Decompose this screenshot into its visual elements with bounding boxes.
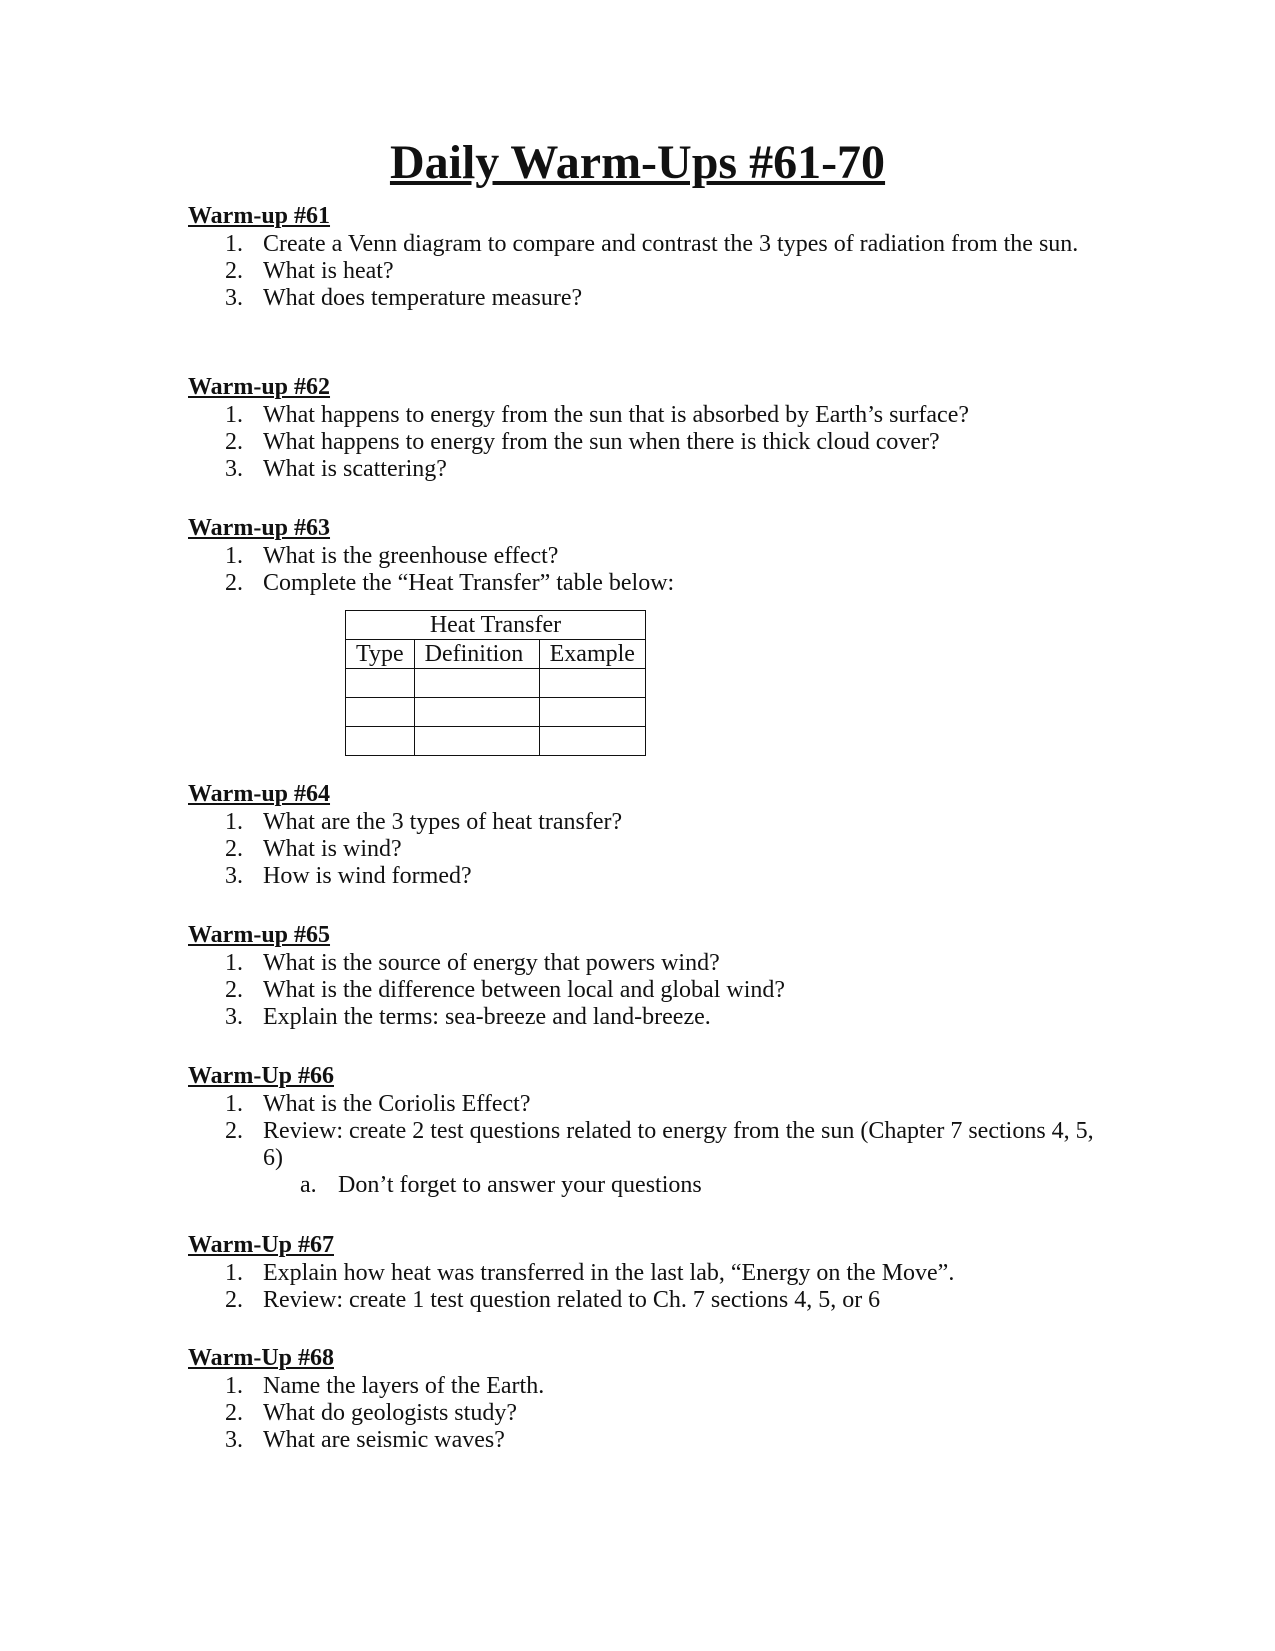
item-number: 1. bbox=[225, 402, 243, 428]
table-cell bbox=[414, 727, 539, 756]
list-item bbox=[188, 863, 1108, 890]
warmup-65-section bbox=[188, 922, 1108, 1031]
column-header-definition: Definition bbox=[414, 640, 539, 669]
item-number: 3. bbox=[225, 863, 243, 889]
item-number: 1. bbox=[225, 1091, 243, 1117]
item-text: How is wind formed? bbox=[263, 863, 472, 889]
warmup-68-section bbox=[188, 1345, 1108, 1454]
item-text: What is the greenhouse effect? bbox=[263, 543, 559, 569]
table-cell bbox=[539, 669, 645, 698]
warmup-63-section bbox=[188, 515, 1108, 597]
item-number: 2. bbox=[225, 836, 243, 862]
item-number: 3. bbox=[225, 285, 243, 311]
item-text: What is heat? bbox=[263, 258, 394, 284]
list-item bbox=[188, 1118, 1108, 1172]
subitem-text: Don’t forget to answer your questions bbox=[338, 1172, 702, 1198]
list-item bbox=[188, 977, 1108, 1004]
list-item bbox=[188, 570, 1108, 597]
item-number: 2. bbox=[225, 258, 243, 284]
item-text: What do geologists study? bbox=[263, 1400, 517, 1426]
list-subitem bbox=[188, 1172, 1108, 1199]
subitem-letter: a. bbox=[300, 1172, 317, 1198]
table-cell bbox=[346, 669, 415, 698]
column-header-example: Example bbox=[539, 640, 645, 669]
list-item bbox=[188, 285, 1108, 312]
item-number: 2. bbox=[225, 429, 243, 455]
item-number: 1. bbox=[225, 543, 243, 569]
table-cell bbox=[539, 698, 645, 727]
section-heading: Warm-up #63 bbox=[188, 515, 331, 541]
list-item bbox=[188, 1260, 1108, 1287]
item-text: What happens to energy from the sun when there is thick cloud cover? bbox=[263, 429, 940, 455]
item-number: 2. bbox=[225, 977, 243, 1003]
item-text: Complete the “Heat Transfer” table below: bbox=[263, 570, 675, 596]
list-item bbox=[188, 1373, 1108, 1400]
warmup-61-section bbox=[188, 203, 1108, 312]
item-text: Name the layers of the Earth. bbox=[263, 1373, 545, 1399]
list-item bbox=[188, 809, 1108, 836]
section-heading: Warm-up #65 bbox=[188, 922, 331, 948]
item-number: 1. bbox=[225, 231, 243, 257]
item-text: What are seismic waves? bbox=[263, 1427, 505, 1453]
item-text: Review: create 2 test questions related to energy from the sun (Chapter 7 sections 4, 5, 6) bbox=[263, 1118, 1094, 1171]
item-number: 2. bbox=[225, 570, 243, 596]
table-cell bbox=[539, 727, 645, 756]
item-number: 1. bbox=[225, 950, 243, 976]
section-heading: Warm-Up #66 bbox=[188, 1063, 334, 1089]
item-text: Create a Venn diagram to compare and contrast the 3 types of radiation from the sun. bbox=[263, 231, 1079, 257]
item-text: Explain how heat was transferred in the last lab, “Energy on the Move”. bbox=[263, 1260, 955, 1286]
warmup-62-section bbox=[188, 374, 1108, 483]
item-number: 3. bbox=[225, 1004, 243, 1030]
item-number: 2. bbox=[225, 1118, 243, 1144]
table-cell bbox=[414, 669, 539, 698]
table-caption: Heat Transfer bbox=[346, 611, 646, 640]
list-item bbox=[188, 258, 1108, 285]
list-item bbox=[188, 836, 1108, 863]
item-text: What is the source of energy that powers wind? bbox=[263, 950, 720, 976]
list-item bbox=[188, 456, 1108, 483]
item-text: What is the Coriolis Effect? bbox=[263, 1091, 531, 1117]
warmup-66-section bbox=[188, 1063, 1108, 1199]
table-row bbox=[346, 727, 646, 756]
list-item bbox=[188, 1427, 1108, 1454]
item-number: 1. bbox=[225, 1373, 243, 1399]
item-text: What is wind? bbox=[263, 836, 402, 862]
item-text: What happens to energy from the sun that is absorbed by Earth’s surface? bbox=[263, 402, 970, 428]
section-heading: Warm-Up #68 bbox=[188, 1345, 334, 1371]
list-item bbox=[188, 1004, 1108, 1031]
item-number: 2. bbox=[225, 1400, 243, 1426]
section-heading: Warm-up #64 bbox=[188, 781, 331, 807]
heat-transfer-table bbox=[345, 610, 646, 756]
list-item bbox=[188, 1400, 1108, 1427]
table-header-row bbox=[346, 640, 646, 669]
list-item bbox=[188, 1287, 1108, 1314]
item-number: 2. bbox=[225, 1287, 243, 1313]
warmup-64-section bbox=[188, 781, 1108, 890]
table-cell bbox=[346, 727, 415, 756]
list-item bbox=[188, 950, 1108, 977]
list-item bbox=[188, 543, 1108, 570]
section-heading: Warm-up #61 bbox=[188, 203, 331, 229]
table-cell bbox=[414, 698, 539, 727]
list-item bbox=[188, 231, 1108, 258]
item-number: 1. bbox=[225, 1260, 243, 1286]
document-title: Daily Warm-Ups #61-70 bbox=[389, 136, 886, 189]
column-header-type: Type bbox=[346, 640, 415, 669]
section-heading: Warm-up #62 bbox=[188, 374, 331, 400]
list-item bbox=[188, 429, 1108, 456]
item-text: What are the 3 types of heat transfer? bbox=[263, 809, 623, 835]
section-heading: Warm-Up #67 bbox=[188, 1232, 334, 1258]
item-text: Review: create 1 test question related to Ch. 7 sections 4, 5, or 6 bbox=[263, 1287, 881, 1313]
list-item bbox=[188, 402, 1108, 429]
table-row bbox=[346, 669, 646, 698]
warmup-67-section bbox=[188, 1232, 1108, 1314]
item-text: What is scattering? bbox=[263, 456, 447, 482]
table-row bbox=[346, 698, 646, 727]
item-text: What is the difference between local and global wind? bbox=[263, 977, 786, 1003]
item-number: 3. bbox=[225, 456, 243, 482]
item-number: 1. bbox=[225, 809, 243, 835]
item-text: Explain the terms: sea-breeze and land-breeze. bbox=[263, 1004, 711, 1030]
item-text: What does temperature measure? bbox=[263, 285, 583, 311]
table-cell bbox=[346, 698, 415, 727]
item-number: 3. bbox=[225, 1427, 243, 1453]
list-item bbox=[188, 1091, 1108, 1118]
